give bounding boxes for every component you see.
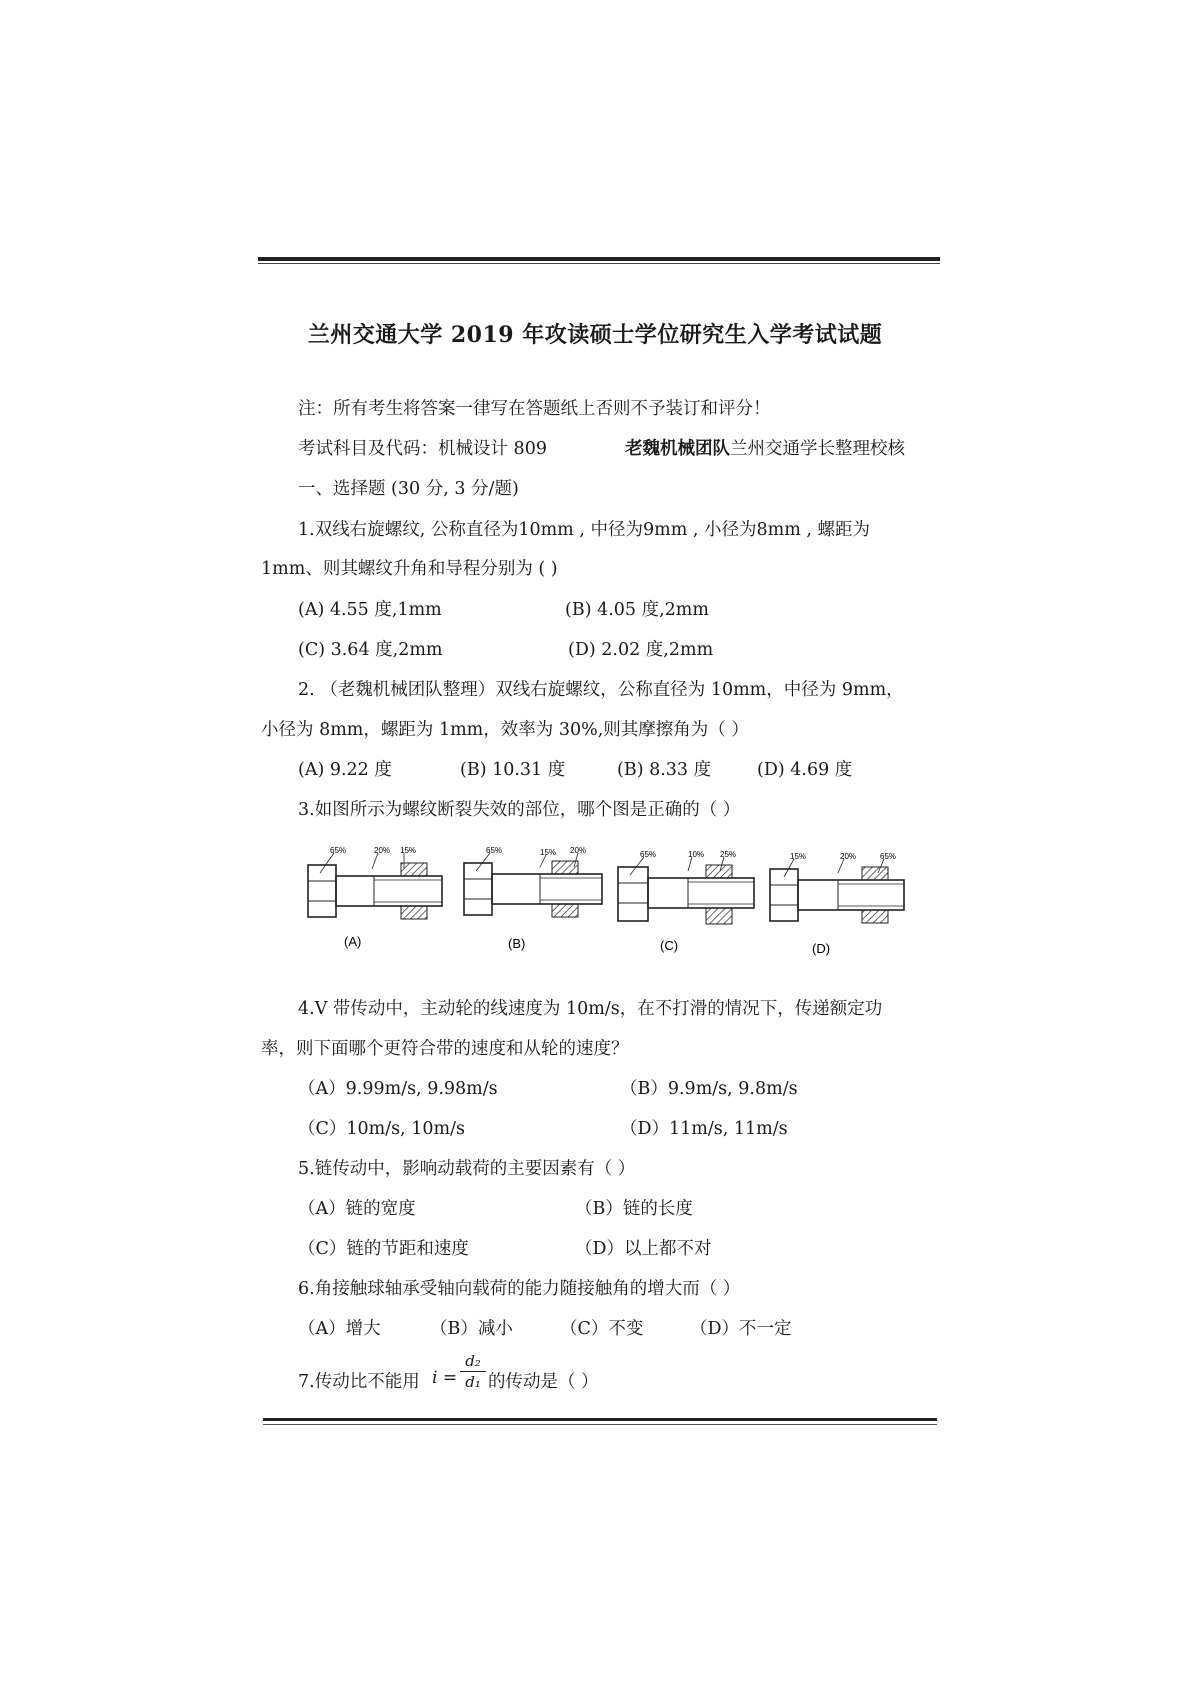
q7-numerator: d₂ bbox=[465, 1352, 481, 1370]
bolt-c-pct1: 65% bbox=[640, 850, 657, 859]
bolt-b-pct2: 15% bbox=[540, 848, 557, 857]
bolt-b-label: (B) bbox=[508, 936, 526, 951]
q6-option-a: （A）增大 bbox=[298, 1319, 381, 1339]
subject-team-line bbox=[625, 435, 905, 460]
bolt-d-pct2: 20% bbox=[840, 852, 857, 861]
q5-line1: 5.链传动中，影响动载荷的主要因素有（ ） bbox=[298, 1159, 636, 1179]
bolt-d-label: (D) bbox=[812, 941, 831, 956]
bolt-b bbox=[464, 846, 602, 951]
q7-suffix: 的传动是（ ） bbox=[488, 1372, 599, 1392]
top-rule bbox=[258, 257, 940, 261]
bottom-rule-thin bbox=[263, 1424, 937, 1425]
q5-option-b: （B）链的长度 bbox=[575, 1199, 693, 1219]
bolt-c-label: (C) bbox=[660, 938, 679, 953]
q6-option-c: （C）不变 bbox=[560, 1319, 644, 1339]
q3-line1: 3.如图所示为螺纹断裂失效的部位，哪个图是正确的（ ） bbox=[298, 800, 741, 820]
team-name: 老魏机械团队 bbox=[625, 439, 730, 459]
bolt-d bbox=[770, 852, 904, 956]
q1-line2: 1mm、则其螺纹升角和导程分别为 ( ) bbox=[261, 559, 558, 579]
q7-fraction-bar bbox=[460, 1371, 486, 1372]
q2-option-b: (B) 10.31 度 bbox=[460, 760, 566, 780]
bolt-d-pct1: 15% bbox=[790, 852, 807, 861]
q5-option-c: （C）链的节距和速度 bbox=[298, 1239, 469, 1259]
q6-option-d: （D）不一定 bbox=[690, 1319, 792, 1339]
q4-option-d: （D）11m/s, 11m/s bbox=[620, 1119, 788, 1139]
q1-option-c: (C) 3.64 度,2mm bbox=[298, 640, 443, 660]
q4-option-a: （A）9.99m/s, 9.98m/s bbox=[298, 1079, 498, 1099]
bolt-c-pct3: 25% bbox=[720, 850, 737, 859]
bottom-rule bbox=[263, 1418, 937, 1421]
section-heading: 一、选择题 (30 分, 3 分/题) bbox=[298, 479, 519, 499]
bolt-figure bbox=[300, 845, 920, 970]
exam-note: 注：所有考生将答案一律写在答题纸上否则不予装订和评分！ bbox=[298, 399, 771, 419]
q7-fraction bbox=[460, 1352, 486, 1391]
q2-line1: 2. （老魏机械团队整理）双线右旋螺纹，公称直径为 10mm，中径为 9mm， bbox=[298, 680, 904, 700]
q5-option-d: （D）以上都不对 bbox=[575, 1239, 712, 1259]
top-rule-thin bbox=[258, 263, 940, 264]
bolt-d-pct3: 65% bbox=[880, 852, 897, 861]
q2-line2: 小径为 8mm，螺距为 1mm，效率为 30%,则其摩擦角为（ ） bbox=[261, 720, 749, 740]
bolt-a bbox=[308, 846, 442, 949]
q7-denominator: d₁ bbox=[465, 1373, 481, 1391]
bolt-b-pct1: 65% bbox=[486, 846, 503, 855]
bolt-b-pct3: 20% bbox=[570, 846, 587, 855]
q1-option-b: (B) 4.05 度,2mm bbox=[565, 600, 709, 620]
bolt-c bbox=[618, 850, 754, 953]
team-suffix: 兰州交通学长整理校核 bbox=[730, 439, 905, 459]
q4-option-c: （C）10m/s, 10m/s bbox=[298, 1119, 465, 1139]
bolt-a-label: (A) bbox=[344, 934, 362, 949]
q4-line1: 4.V 带传动中，主动轮的线速度为 10m/s，在不打滑的情况下，传递额定功 bbox=[298, 999, 883, 1019]
bolt-a-pct2: 20% bbox=[374, 846, 391, 855]
exam-title: 兰州交通大学 2019 年攻读硕士学位研究生入学考试试题 bbox=[307, 322, 883, 348]
q4-line2: 率，则下面哪个更符合带的速度和从轮的速度？ bbox=[261, 1039, 629, 1059]
q7-prefix: 7.传动比不能用 bbox=[298, 1372, 420, 1392]
q7-formula-lhs: i = bbox=[432, 1368, 458, 1388]
bolt-a-pct3: 15% bbox=[400, 846, 417, 855]
subject-label: 考试科目及代码：机械设计 809 bbox=[298, 439, 547, 459]
q1-option-d: (D) 2.02 度,2mm bbox=[568, 640, 714, 660]
q5-option-a: （A）链的宽度 bbox=[298, 1199, 416, 1219]
q2-option-c: (B) 8.33 度 bbox=[617, 760, 712, 780]
q2-option-a: (A) 9.22 度 bbox=[298, 760, 392, 780]
q6-line1: 6.角接触球轴承受轴向载荷的能力随接触角的增大而（ ） bbox=[298, 1279, 741, 1299]
bolt-c-pct2: 10% bbox=[688, 850, 705, 859]
bolt-a-pct1: 65% bbox=[330, 846, 347, 855]
q2-option-d: (D) 4.69 度 bbox=[757, 760, 853, 780]
q1-option-a: (A) 4.55 度,1mm bbox=[298, 600, 442, 620]
q4-option-b: （B）9.9m/s, 9.8m/s bbox=[620, 1079, 798, 1099]
q1-line1: 1.双线右旋螺纹, 公称直径为10mm , 中径为9mm , 小径为8mm , 螺距为 bbox=[298, 520, 870, 540]
q6-option-b: （B）减小 bbox=[430, 1319, 513, 1339]
